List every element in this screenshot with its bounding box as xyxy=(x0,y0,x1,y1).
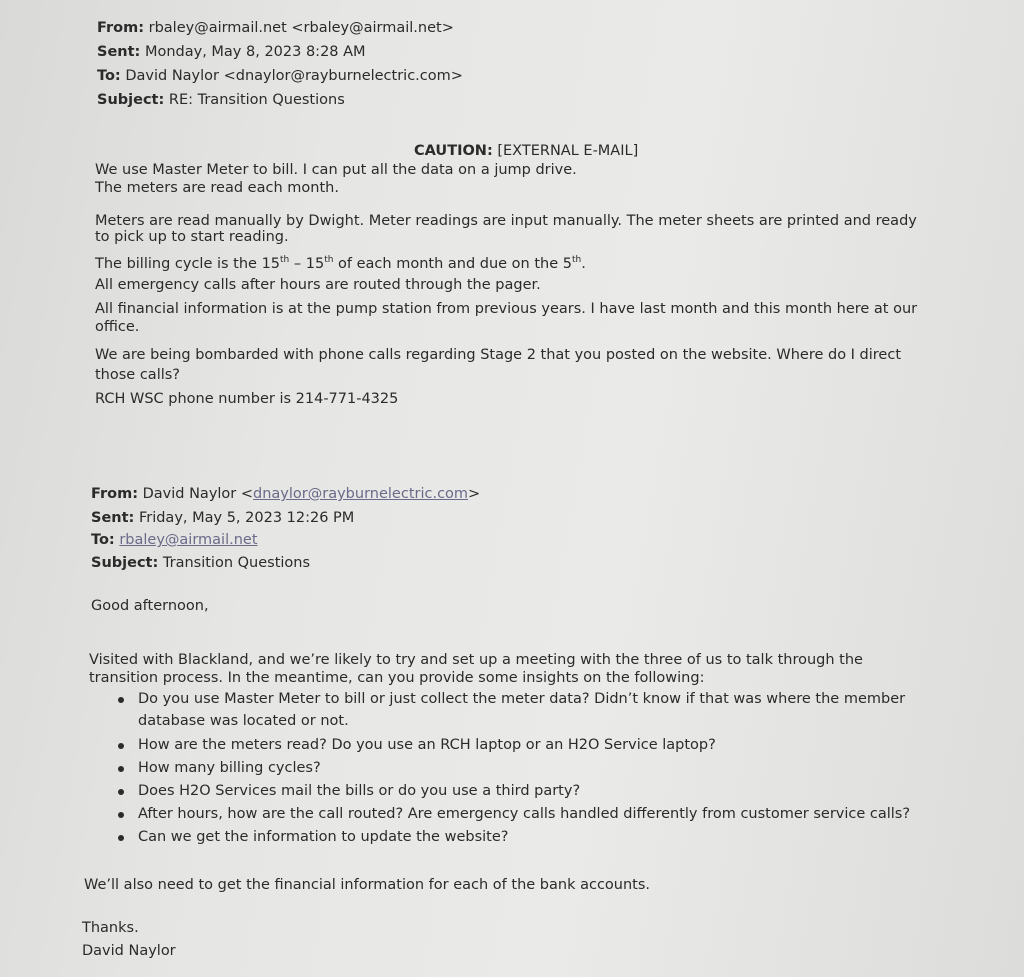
reply-body-line: We are being bombarded with phone calls regarding Stage 2 that you posted on the website. Where do I direct xyxy=(95,347,902,363)
subject-value: RE: Transition Questions xyxy=(168,92,345,108)
bullet-item: How are the meters read? Do you use an RCH laptop or an H2O Service laptop? xyxy=(138,737,716,753)
reply-body-line: office. xyxy=(95,319,140,335)
to-label: To: xyxy=(91,532,115,548)
original-subject xyxy=(91,554,310,572)
reply-from xyxy=(97,19,454,37)
reply-body-line: We use Master Meter to bill. I can put all the data on a jump drive. xyxy=(95,162,577,178)
bullet-dot xyxy=(118,789,124,795)
caution-value: [EXTERNAL E-MAIL] xyxy=(492,143,639,159)
from-label: From: xyxy=(91,486,138,502)
bullet-item: How many billing cycles? xyxy=(138,760,321,776)
reply-body-line: to pick up to start reading. xyxy=(95,229,289,245)
reply-body-line: All financial information is at the pump station from previous years. I have last month and this month here at our xyxy=(95,301,918,317)
subject-label: Subject: xyxy=(91,555,159,571)
original-to xyxy=(91,531,258,549)
greeting: Good afternoon, xyxy=(91,598,209,614)
bullet-item-continued: database was located or not. xyxy=(138,713,349,729)
from-email-link[interactable]: dnaylor@rayburnelectric.com xyxy=(253,486,469,502)
closing-line: We’ll also need to get the financial information for each of the bank accounts. xyxy=(84,877,651,893)
bullet-item: Can we get the information to update the website? xyxy=(138,829,509,845)
billing-cycle-line: The billing cycle is the 15th – 15th of each month and due on the 5th. xyxy=(95,255,586,272)
caution-banner xyxy=(414,142,638,160)
reply-body-line: The meters are read each month. xyxy=(95,180,339,196)
to-email-link[interactable]: rbaley@airmail.net xyxy=(119,532,258,548)
intro-line: Visited with Blackland, and we’re likely to try and set up a meeting with the three of us to talk through the xyxy=(89,652,863,668)
bullet-dot xyxy=(118,697,124,703)
reply-sent xyxy=(97,43,366,61)
thanks: Thanks. xyxy=(82,920,139,936)
sent-label: Sent: xyxy=(97,44,141,60)
to-value: David Naylor <dnaylor@rayburnelectric.com> xyxy=(125,68,463,84)
to-label: To: xyxy=(97,68,121,84)
intro-line: transition process. In the meantime, can you provide some insights on the following: xyxy=(89,670,705,686)
subject-label: Subject: xyxy=(97,92,165,108)
bullet-dot xyxy=(118,743,124,749)
bullet-dot xyxy=(118,835,124,841)
sent-label: Sent: xyxy=(91,510,135,526)
subject-value: Transition Questions xyxy=(162,555,311,571)
original-sent xyxy=(91,509,354,527)
signature: David Naylor xyxy=(82,943,176,959)
reply-body-line: All emergency calls after hours are routed through the pager. xyxy=(95,277,541,293)
from-value: rbaley@airmail.net <rbaley@airmail.net> xyxy=(148,20,454,36)
bullet-dot xyxy=(118,812,124,818)
sent-value: Monday, May 8, 2023 8:28 AM xyxy=(144,44,366,60)
reply-to xyxy=(97,67,463,85)
bullet-item: Does H2O Services mail the bills or do you use a third party? xyxy=(138,783,581,799)
from-label: From: xyxy=(97,20,144,36)
reply-body-line: Meters are read manually by Dwight. Meter readings are input manually. The meter sheets are printed and ready xyxy=(95,213,917,229)
sent-value: Friday, May 5, 2023 12:26 PM xyxy=(138,510,355,526)
reply-subject xyxy=(97,91,345,109)
original-from: From: David Naylor <dnaylor@rayburnelectric.com> xyxy=(91,486,481,502)
bullet-item: After hours, how are the call routed? Are emergency calls handled differently from customer service calls? xyxy=(138,806,911,822)
reply-body-line: RCH WSC phone number is 214-771-4325 xyxy=(95,391,399,407)
caution-label: CAUTION: xyxy=(414,143,493,159)
bullet-item: Do you use Master Meter to bill or just collect the meter data? Didn’t know if that was where the member xyxy=(138,691,906,707)
reply-body-line: those calls? xyxy=(95,367,180,383)
bullet-dot xyxy=(118,766,124,772)
